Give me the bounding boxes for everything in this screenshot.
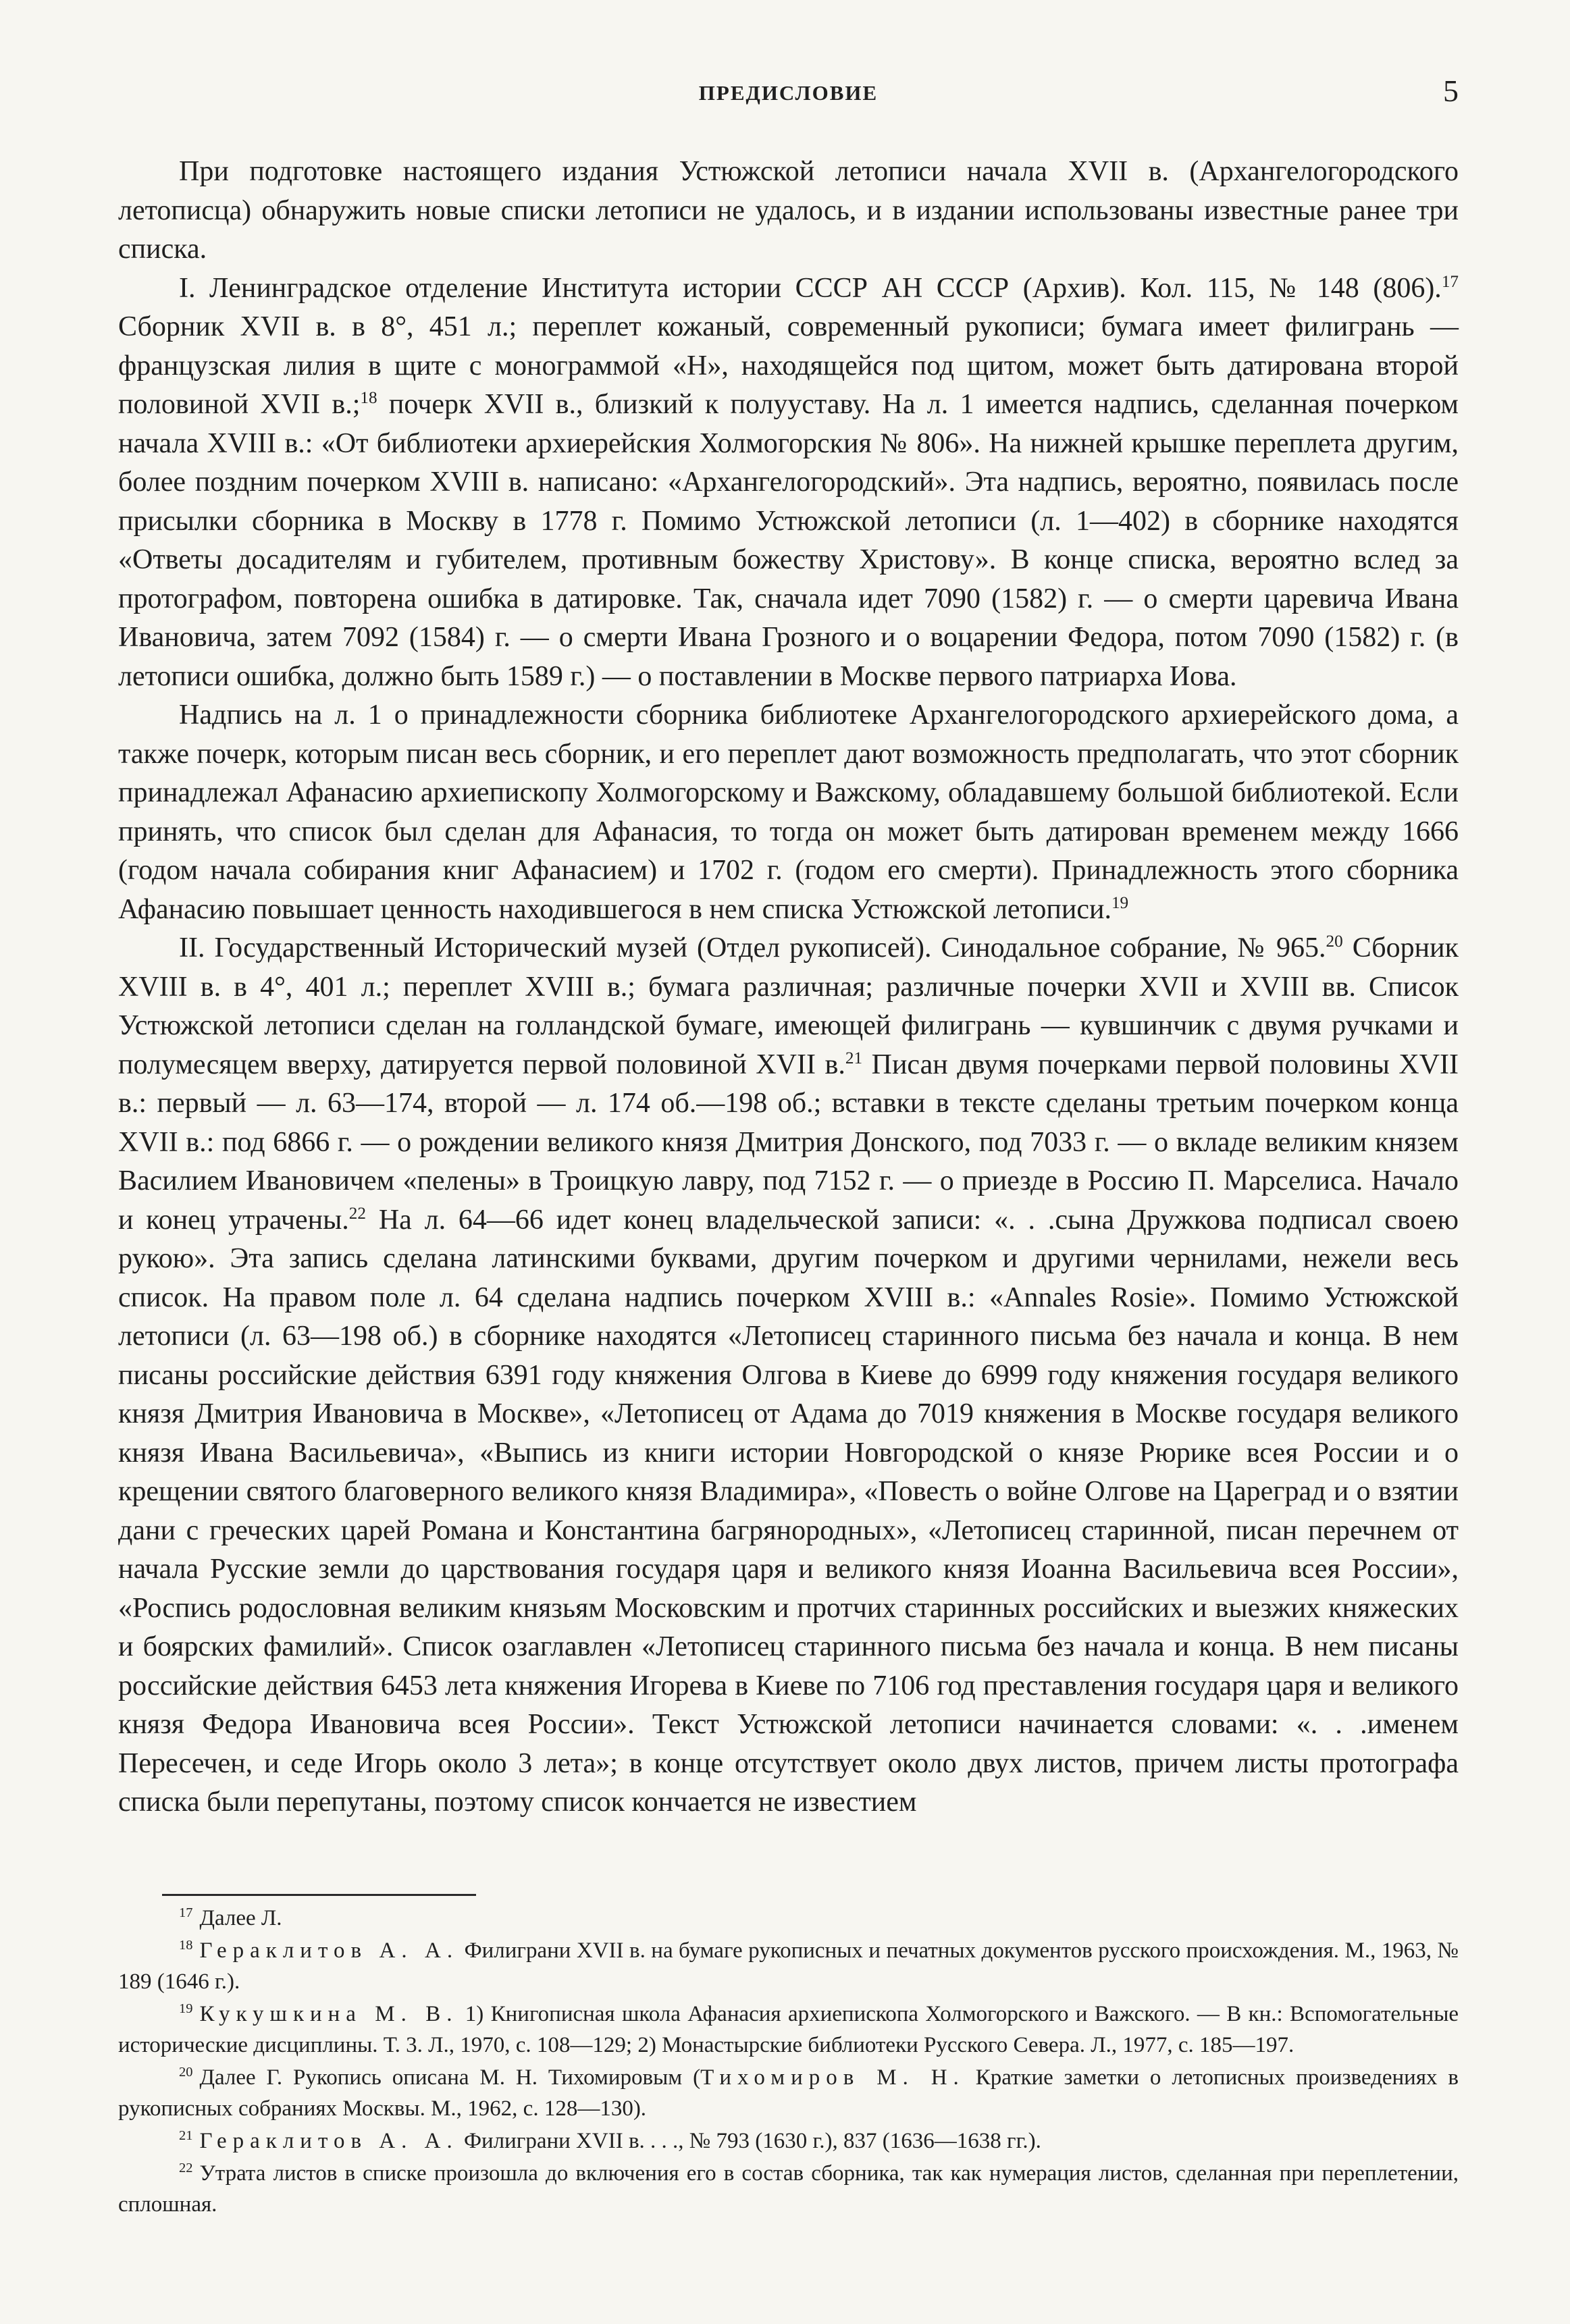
footnote-mark: 19 xyxy=(179,2001,193,2016)
paragraph-intro xyxy=(118,153,1459,269)
paragraph-ownership xyxy=(118,696,1459,929)
footnote-ref: 20 xyxy=(1326,932,1343,951)
footnote-22 xyxy=(118,2158,1459,2220)
paragraph-text: почерк XVII в., близкий к полууставу. На л. 1 имеется надпись, сделанная почерком начала XVIII в.: «От библиотеки архиерейския Холмогорския № 806». На нижней крышке переплета другим, более поздним почерком XVIII в. написано: «Архангелогородский». Эта надпись, вероятно, появилась после присылки сборника в Москву в 1778 г. Помимо Устюжской летописи (л. 1—402) в сборнике находятся «Ответы досадителям и губителем, противным божеству Христову». В конце списка, вероятно вслед за протографом, повторена ошибка в датировке. Так, сначала идет 7090 (1582) г. — о смерти царевича Ивана Ивановича, затем 7092 (1584) г. — о смерти Ивана Грозного и о воцарении Федора, потом 7090 (1582) г. (в летописи ошибка, должно быть 1589 г.) — о поставлении в Москве первого патриарха Иова. xyxy=(118,389,1459,692)
footnote-mark: 22 xyxy=(179,2161,193,2175)
paragraph-text: II. Государственный Исторический музей (Отдел рукописей). Синодальное собрание, № 965. xyxy=(179,932,1326,963)
footnote-ref: 19 xyxy=(1111,893,1129,912)
running-title: ПРЕДИСЛОВИЕ xyxy=(698,81,879,105)
author-name: Тихомиров М. Н. xyxy=(700,2065,965,2090)
footnote-divider xyxy=(162,1894,476,1896)
main-text xyxy=(118,153,1459,1822)
footnote-21 xyxy=(118,2125,1459,2157)
footnote-19 xyxy=(118,1999,1459,2061)
footnote-mark: 18 xyxy=(179,1938,193,1953)
footnote-text: Филиграни XVII в. на бумаге рукописных и печатных документов русского происхождения. М., 1963, № 189 (1646 г.). xyxy=(118,1938,1459,1994)
paragraph-text: I. Ленинградское отделение Института истории СССР АН СССР (Архив). Кол. 115, № 148 (806). xyxy=(179,272,1442,304)
footnote-ref: 21 xyxy=(845,1049,863,1067)
paragraph-list-one xyxy=(118,269,1459,697)
author-name: Гераклитов А. А. xyxy=(199,2129,459,2153)
footnote-ref: 17 xyxy=(1441,272,1459,291)
page-header xyxy=(118,73,1459,113)
footnote-text: Краткие заметки о летописных произведениях в рукописных собраниях Москвы. М., 1962, с. 128—130). xyxy=(118,2065,1459,2121)
paragraph-list-two xyxy=(118,929,1459,1822)
paragraph-text: Надпись на л. 1 о принадлежности сборника библиотеке Архангелогородского архиерейского дома, а также почерк, которым писан весь сборник, и его переплет дают возможность предполагать, что этот сборник принадлежал Афанасию архиепископу Холмогорскому и Важскому, обладавшему большой библиотекой. Если принять, что список был сделан для Афанасия, то тогда он может быть датирован временем между 1666 (годом начала собирания книг Афанасием) и 1702 г. (годом его смерти). Принадлежность этого сборника Афанасию повышает ценность находившегося в нем списка Устюжской летописи. xyxy=(118,699,1459,925)
paragraph-text: На л. 64—66 идет конец владельческой записи: «. . .сына Дружкова подписал своею рукою». Эта запись сделана латинскими буквами, другим почерком и другими чернилами, нежели весь список. На правом поле л. 64 сделана надпись почерком XVIII в.: «Annales Rosie». Помимо Устюжской летописи (л. 63—198 об.) в сборнике находятся «Летописец старинного письма без начала и конца. В нем писаны российские действия 6391 году княжения Олгова в Киеве до 6999 году княжения государя великого князя Дмитрия Ивановича в Москве», «Летописец от Адама до 7019 княжения в Москве государя великого князя Ивана Васильевича», «Выпись из книги истории Новгородской о князе Рюрике всея России и о крещении святого благоверного великого князя Владимира», «Повесть о войне Олгове на Цареград и о взятии дани с греческих царей Романа и Константина багрянородных», «Летописец старинной, писан перечнем от начала Русские земли до царствования государя царя и великого князя Иоанна Васильевича всея России», «Роспись родословная великим князьям Московским и протчих старинных российских и выезжих княжеских и боярских фамилий». Список озаглавлен «Летописец старинного письма без начала и конца. В нем писаны российские действия 6453 лета княжения Игорева в Киеве по 7106 год преставления государя царя и великого князя Федора Ивановича всея России». Текст Устюжской летописи начинается словами: «. . .именем Пересечен, и седе Игорь около 3 лета»; в конце отсутствует около двух листов, причем листы протографа списка были перепутаны, поэтому список кончается не известием xyxy=(118,1204,1459,1818)
footnote-text: Далее Г. Рукопись описана М. Н. Тихомировым ( xyxy=(199,2065,701,2090)
author-name: Гераклитов А. А. xyxy=(199,1938,459,1963)
footnote-text: Далее Л. xyxy=(199,1906,282,1930)
footnotes xyxy=(118,1903,1459,2221)
paragraph-text: Писан двумя почерками первой половины XVII в.: первый — л. 63—174, второй — л. 174 об.—198 об.; вставки в тексте сделаны третьим почерком конца XVII в.: под 6866 г. — о рождении великого князя Дмитрия Донского, под 7033 г. — о вкладе великим князем Василием Ивановичем «пелены» в Троицкую лавру, под 7152 г. — о приезде в Россию П. Марселиса. Начало и конец утрачены. xyxy=(118,1049,1459,1236)
paragraph-text: Сборник XVIII в. в 4°, 401 л.; переплет XVIII в.; бумага различная; различные почерки XVII и XVIII вв. Список Устюжской летописи сделан на голландской бумаге, имеющей филигрань — кувшинчик с двумя ручками и полумесяцем вверху, датируется первой половиной XVII в. xyxy=(118,932,1459,1080)
footnote-mark: 20 xyxy=(179,2065,193,2080)
footnote-17 xyxy=(118,1903,1459,1934)
footnote-ref: 18 xyxy=(360,389,377,407)
footnote-text: Филиграни XVII в. . . ., № 793 (1630 г.), 837 (1636—1638 гг.). xyxy=(458,2129,1041,2153)
footnote-18 xyxy=(118,1935,1459,1997)
paragraph-text: Сборник XVII в. в 8°, 451 л.; переплет кожаный, современный рукописи; бумага имеет филигрань — французская лилия в щите с монограммой «Н», находящейся под щитом, может быть датирована второй половиной XVII в.; xyxy=(118,311,1459,420)
footnote-text: Утрата листов в списке произошла до включения его в состав сборника, так как нумерация листов, сделанная при переплетении, сплошная. xyxy=(118,2161,1459,2217)
author-name: Кукушкина М. В. xyxy=(199,2002,459,2026)
footnote-text: 1) Книгописная школа Афанасия архиепископа Холмогорского и Важского. — В кн.: Вспомогательные исторические дисциплины. Т. 3. Л., 1970, с. 108—129; 2) Монастырские библиотеки Русского Севера. Л., 1977, с. 185—197. xyxy=(118,2002,1459,2057)
page-number: 5 xyxy=(1443,74,1459,108)
footnote-ref: 22 xyxy=(348,1204,366,1223)
footnote-mark: 21 xyxy=(179,2128,193,2143)
footnote-20 xyxy=(118,2062,1459,2124)
paragraph-text: При подготовке настоящего издания Устюжской летописи начала XVII в. (Архангелогородского летописца) обнаружить новые списки летописи не удалось, и в издании использованы известные ранее три списка. xyxy=(118,156,1459,265)
footnote-mark: 17 xyxy=(179,1905,193,1920)
